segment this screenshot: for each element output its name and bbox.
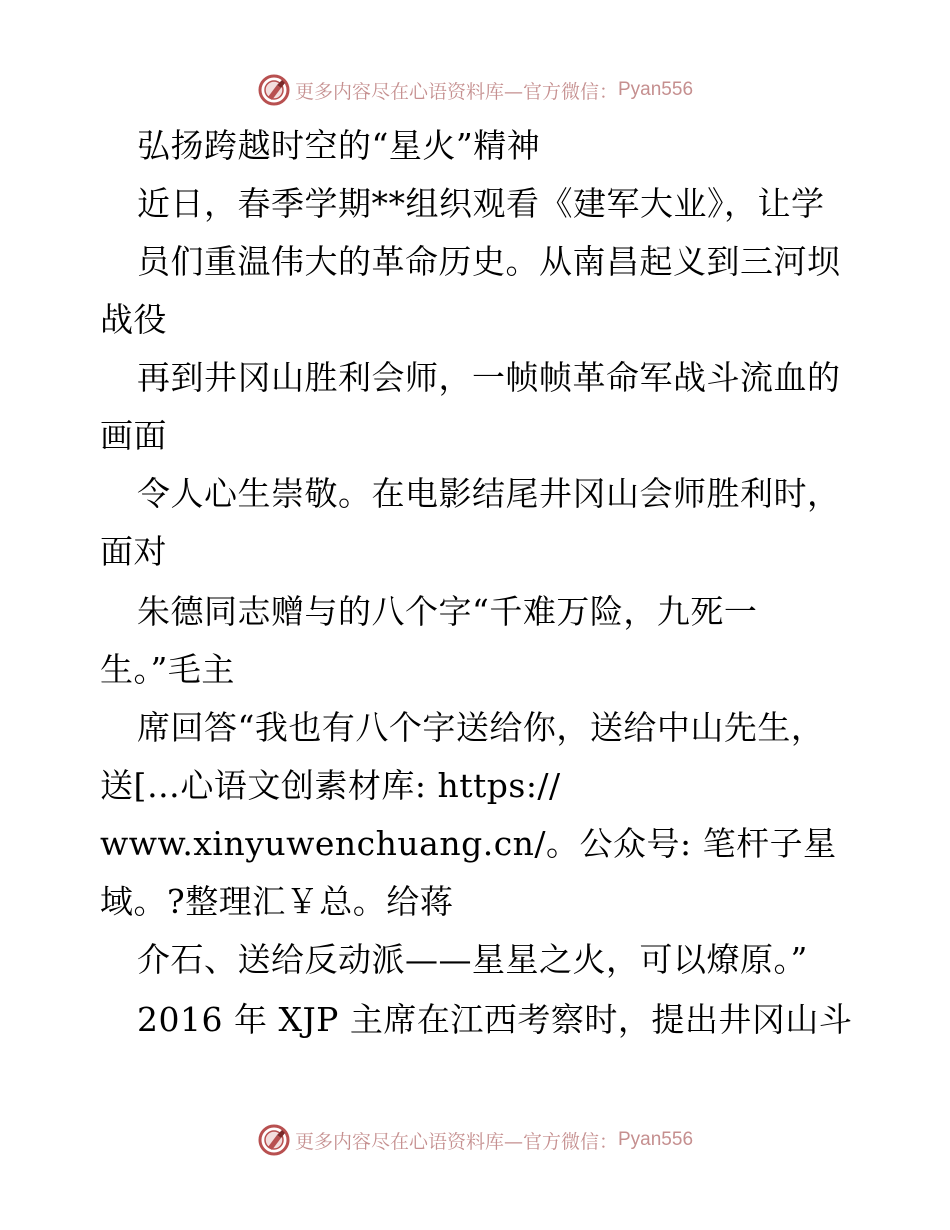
paragraph-line: 介石、送给反动派——星星之火，可以燎原。” [137,940,808,979]
paragraph-line: 令人心生崇敬。在电影结尾井冈山会师胜利时， [137,474,841,513]
paragraph-line: 朱德同志赠与的八个字“千难万险，九死一 [137,592,758,631]
watermark-suffix: 官方微信： [522,80,618,103]
paragraph-line: 面对 [100,532,167,571]
watermark-text: 更多内容尽在心语资料库— [294,1130,523,1153]
paragraph-line: 近日，春季学期**组织观看《建军大业》，让学 [137,184,825,223]
paragraph-line: 员们重温伟大的革命历史。从南昌起义到三河坝 [137,242,841,281]
paragraph-line: 2016 年 XJP 主席在江西考察时，提出井冈山斗 [137,1000,853,1039]
watermark-wechat-id: Pyan556 [618,79,694,100]
document-title: 弘扬跨越时空的“星火”精神 [137,126,541,165]
pen-nib-seal-icon [257,1123,291,1157]
paragraph-line: 再到井冈山胜利会师，一帧帧革命军战斗流血的 [137,358,841,397]
paragraph-line: 席回答“我也有八个字送给你，送给中山先生， [137,708,825,747]
watermark-suffix: 官方微信： [522,1130,618,1153]
watermark-wechat-id: Pyan556 [618,1129,694,1150]
footer-watermark [0,1120,950,1160]
paragraph-line: 域。?整理汇￥总。给蒋 [100,882,454,921]
paragraph-line: 生。”毛主 [100,650,235,689]
paragraph-line: www.xinyuwenchuang.cn/。公众号: 笔杆子星 [100,824,837,863]
paragraph-line: 战役 [100,300,167,339]
watermark-text: 更多内容尽在心语资料库— [294,80,523,103]
paragraph-line: 送[…心语文创素材库: https:// [100,766,561,805]
paragraph-line: 画面 [100,416,167,455]
